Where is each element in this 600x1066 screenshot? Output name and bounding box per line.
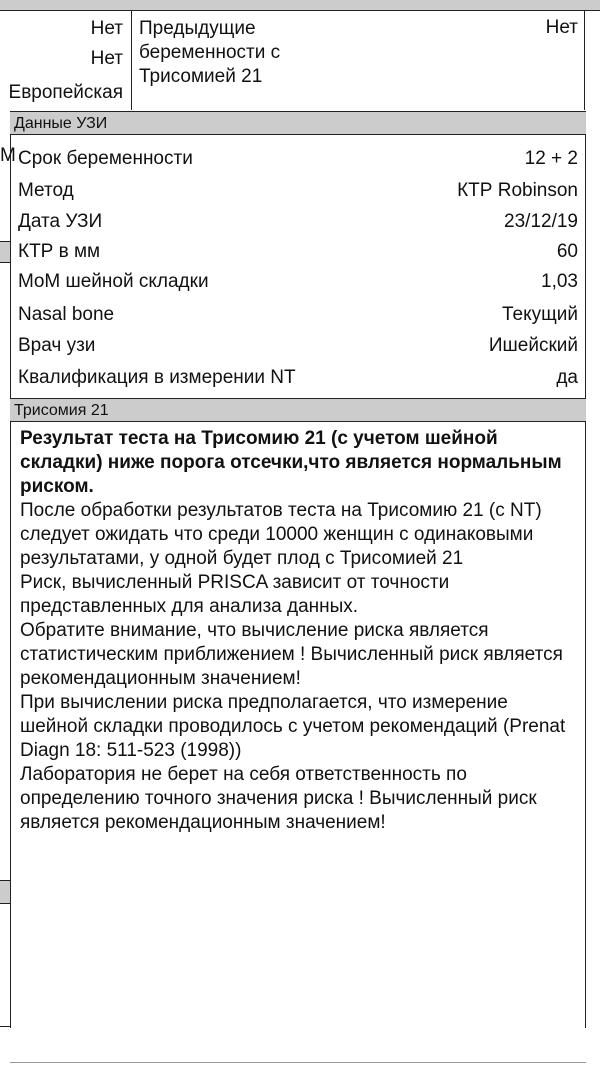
trisomy-result-summary: Результат теста на Трисомию 21 (с учетом шейной складки) ниже порога отсечки,что является нормальным риском.: [20, 428, 562, 497]
trisomy-paragraph-5: Лаборатория не берет на себя ответственность по определению точного значения риска ! Вычисленный риск является рекомендационным значением!: [20, 764, 537, 833]
usg-label: Метод: [18, 180, 74, 201]
usg-value: 12 + 2: [524, 148, 578, 169]
previous-label-line-3: Трисомией 21: [139, 66, 263, 87]
usg-value: Текущий: [502, 304, 578, 325]
usg-row-date: [18, 206, 578, 237]
trisomy-paragraph-4: При вычислении риска предполагается, что измерение шейной складки проводилось с учетом рекомендаций (Prenat Diagn 18: 511-523 (1998)): [20, 692, 566, 761]
trisomy-result-text: [20, 427, 580, 835]
usg-label: КТР в мм: [18, 241, 101, 262]
usg-row-method: [18, 175, 578, 206]
left-edge-text-fragment: М: [0, 145, 16, 166]
top-left-value-3: Европейская: [8, 82, 123, 103]
usg-row-nt-mom: [18, 266, 578, 297]
previous-pregnancies-value: Нет: [545, 17, 578, 38]
usg-section-header: Данные УЗИ: [10, 111, 586, 135]
usg-row-gestational-age: [18, 143, 578, 174]
previous-label-line-2: беременности с: [139, 42, 281, 63]
trisomy-paragraph-2: Риск, вычисленный PRISCA зависит от точности представленных для анализа данных.: [20, 572, 450, 617]
top-left-values: [0, 10, 132, 110]
previous-label-line-1: Предыдущие: [139, 18, 256, 39]
usg-value: Ишейский: [488, 335, 578, 356]
previous-pregnancies-label: [139, 17, 280, 89]
top-left-value-2: Нет: [90, 48, 123, 69]
left-edge-gray-cell-2: [0, 880, 10, 904]
left-edge-bottom-line: [0, 1026, 10, 1027]
page-bottom-divider: [10, 1062, 586, 1063]
usg-row-crl: [18, 236, 578, 267]
usg-label: Квалификация в измерении NT: [18, 367, 296, 388]
left-edge-gray-cell-1: [0, 241, 10, 263]
usg-label: Nasal bone: [18, 304, 115, 325]
trisomy-paragraph-3: Обратите внимание, что вычисление риска является статистическим приближением ! Вычисленный риск является рекомендационным значением!: [20, 620, 563, 689]
usg-label: Врач узи: [18, 335, 96, 356]
trisomy-paragraph-1: После обработки результатов теста на Трисомию 21 (с NT) следует ожидать что среди 10000 женщин с одинаковыми результатами, у одной будет плод с Трисомией 21: [20, 500, 542, 569]
usg-row-nasal-bone: [18, 299, 578, 330]
top-left-value-1: Нет: [90, 18, 123, 39]
usg-value: 23/12/19: [504, 211, 578, 232]
usg-value: КТР Robinson: [457, 180, 578, 201]
usg-label: MoM шейной складки: [18, 271, 209, 292]
usg-label: Дата УЗИ: [18, 211, 103, 232]
usg-row-nt-qualification: [18, 362, 578, 393]
usg-value: 60: [556, 241, 578, 262]
usg-value: да: [556, 367, 578, 388]
trisomy-section-header: Трисомия 21: [10, 398, 586, 422]
previous-pregnancies-cell: [131, 10, 585, 110]
usg-label: Срок беременности: [18, 148, 193, 169]
usg-row-doctor: [18, 330, 578, 361]
usg-value: 1,03: [541, 271, 578, 292]
